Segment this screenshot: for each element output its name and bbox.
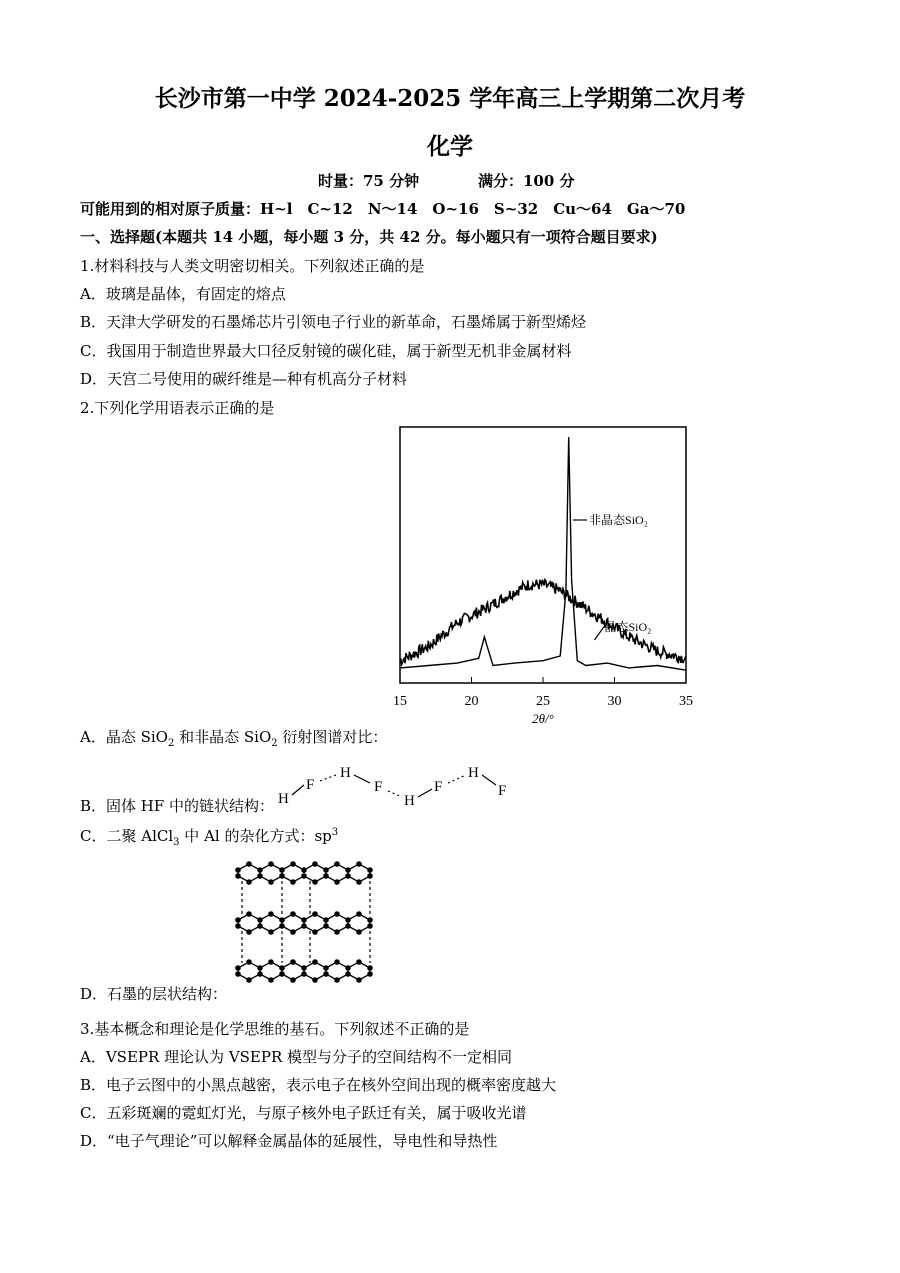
q2-c-prefix: C．二聚 AlCl [80, 827, 174, 845]
hf-atom: F [374, 779, 383, 795]
q2-option-c [80, 825, 338, 848]
atomic-masses: 可能用到的相对原子质量：H~l C~12 N～14 O~16 S~32 Cu～64 Ga～70 [80, 200, 686, 218]
q3-option-c: C．五彩斑斓的霓虹灯光，与原子核外电子跃迁有关，属于吸收光谱 [80, 1104, 527, 1122]
time-limit: 时量：75 分钟 [318, 172, 420, 190]
x-tick-label: 20 [464, 694, 479, 709]
q2-option-b: B．固体 HF 中的链状结构： [80, 797, 275, 815]
x-tick-label: 15 [393, 694, 407, 709]
q3-stem: 3.基本概念和理论是化学思维的基石。下列叙述不正确的是 [80, 1020, 470, 1038]
q2-a-suffix: 衍射图谱对比： [277, 728, 388, 746]
hf-atom: H [278, 791, 289, 807]
hf-atom: F [434, 779, 443, 795]
x-axis-label: 2θ/° [532, 711, 554, 726]
q2-c-sup: 3 [331, 827, 339, 838]
xrd-chart [380, 420, 710, 750]
q2-a-mid: 和非晶态 SiO [174, 728, 272, 746]
hf-atom: H [404, 793, 415, 809]
q2-a-sub1: 2 [167, 738, 175, 749]
q2-a-sub2: 2 [271, 738, 278, 749]
q2-option-a [80, 726, 387, 749]
series-label-pointer [594, 626, 604, 640]
q3-option-a: A．VSEPR 理论认为 VSEPR 模型与分子的空间结构不一定相同 [80, 1048, 513, 1066]
graphite-layer [235, 959, 373, 983]
section-heading: 一、选择题(本题共 14 小题，每小题 3 分，共 42 分。每小题只有一项符合题目要求) [80, 228, 658, 246]
graphite-structure-diagram [232, 855, 382, 995]
q1-stem: 1.材料科技与人类文明密切相关。下列叙述正确的是 [80, 257, 425, 275]
hf-atom: H [340, 765, 351, 781]
full-score: 满分：100 分 [478, 172, 575, 190]
hf-atom: H [468, 765, 479, 781]
x-tick-label: 25 [536, 694, 550, 709]
q2-option-d: D．石墨的层状结构： [80, 985, 228, 1003]
q3-option-d: D．“电子气理论”可以解释金属晶体的延展性，导电性和导热性 [80, 1132, 498, 1150]
x-tick-label: 30 [607, 694, 622, 709]
q1-option-d: D．天宫二号使用的碳纤维是—种有机高分子材料 [80, 370, 408, 388]
q2-a-prefix: A．晶态 SiO [80, 728, 168, 746]
subject-title: 化学 [427, 133, 473, 160]
q1-option-b: B．天津大学研发的石墨烯芯片引领电子行业的新革命，石墨烯属于新型烯烃 [80, 313, 587, 331]
hf-atom: F [498, 783, 507, 799]
q2-stem: 2.下列化学用语表示正确的是 [80, 399, 275, 417]
series-label-amorphous: 非晶态SiO₂ [589, 513, 648, 527]
exam-title: 长沙市第一中学 2024-2025 学年高三上学期第二次月考 [154, 85, 746, 112]
q1-option-a: A．玻璃是晶体，有固定的熔点 [80, 285, 286, 303]
q3-option-b: B．电子云图中的小黑点越密，表示电子在核外空间出现的概率密度越大 [80, 1076, 557, 1094]
q2-c-sub: 3 [173, 837, 180, 848]
hf-atom: F [306, 777, 315, 793]
q1-option-c: C．我国用于制造世界最大口径反射镜的碳化硅，属于新型无机非金属材料 [80, 342, 572, 360]
q2-c-suffix: 中 Al 的杂化方式：sp [179, 827, 332, 845]
x-tick-label: 35 [679, 694, 693, 709]
graphite-layer [235, 911, 373, 935]
series-label-crystalline: 晶态SiO₂ [604, 620, 652, 634]
hf-chain-diagram [270, 755, 530, 815]
graphite-layer [235, 861, 373, 885]
